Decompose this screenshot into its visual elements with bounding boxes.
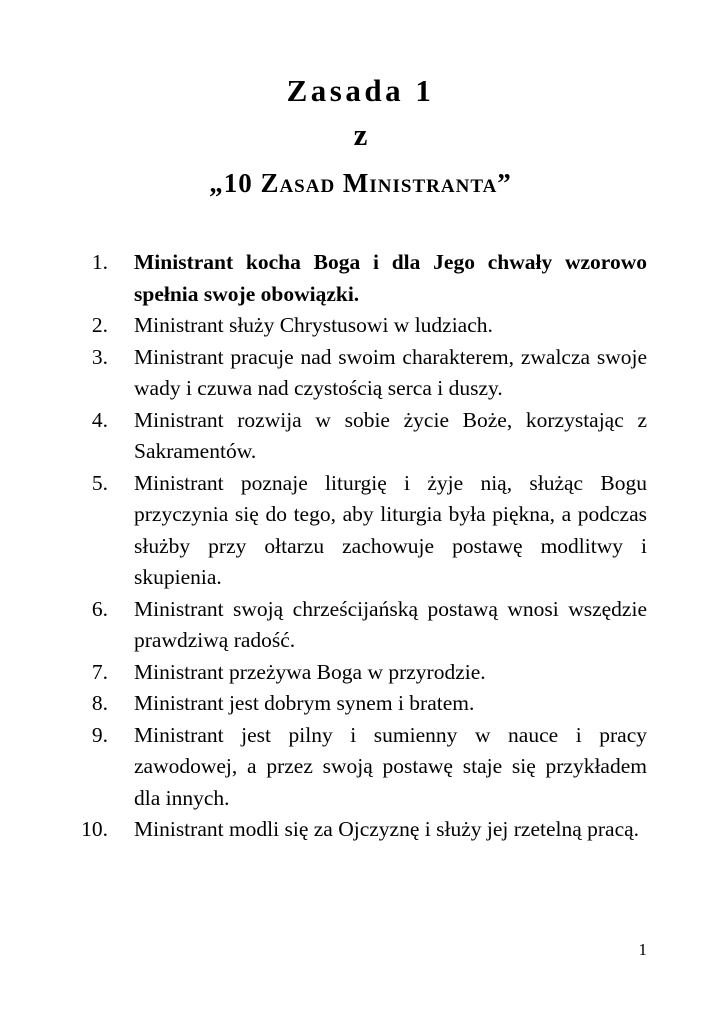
rule-number: 9. [91, 722, 108, 747]
rule-number: 8. [91, 691, 108, 715]
rule-item [0, 247, 721, 310]
title-heading: Zasada 1 [286, 73, 435, 108]
rule-item [0, 310, 721, 342]
rule-number: 1. [91, 250, 108, 274]
rule-text: Ministrant poznaje liturgię i żyje nią, służąc Bogu przyczynia się do tego, aby liturgia była piękna, a podczas służby przy ołtarzu zachowuje postawę modlitwy i skupienia. [134, 470, 647, 589]
rule-item [0, 688, 721, 720]
rule-number: 5. [91, 470, 108, 495]
rule-text: Ministrant kocha Boga i dla Jego chwały wzorowo spełnia swoje obowiązki. [134, 250, 647, 306]
rule-number: 3. [91, 344, 108, 369]
rule-text: Ministrant jest dobrym synem i bratem. [134, 691, 475, 715]
rule-number: 2. [91, 313, 108, 337]
rule-text: Ministrant pracuje nad swoim charakterem, zwalcza swoje wady i czuwa nad czystością serca i duszy. [134, 344, 647, 400]
rule-item [0, 814, 721, 846]
rule-item [0, 657, 721, 689]
rule-number: 7. [91, 659, 108, 684]
rule-item [0, 342, 721, 405]
title-subheading: „10 Zasad Ministranta” [209, 168, 512, 198]
page-number: 1 [638, 940, 647, 959]
rule-number: 4. [91, 407, 108, 432]
title-connector: z [353, 117, 368, 152]
rule-number: 6. [91, 596, 108, 621]
rule-item [0, 405, 721, 468]
rules-list [0, 247, 721, 846]
rule-item [0, 720, 721, 815]
rule-text: Ministrant przeżywa Boga w przyrodzie. [134, 659, 486, 684]
rule-text: Ministrant jest pilny i sumienny w nauce i pracy zawodowej, a przez swoją postawę staje się przykładem dla innych. [134, 722, 647, 810]
rule-item [0, 468, 721, 594]
rule-text: Ministrant swoją chrześcijańską postawą wnosi wszędzie prawdziwą radość. [134, 596, 647, 652]
rule-number: 10. [81, 817, 108, 841]
rule-text: Ministrant służy Chrystusowi w ludziach. [134, 313, 493, 337]
rule-text: Ministrant modli się za Ojczyznę i służy jej rzetelną pracą. [134, 817, 640, 841]
title-block [0, 68, 721, 206]
rule-item [0, 594, 721, 657]
rule-text: Ministrant rozwija w sobie życie Boże, korzystając z Sakramentów. [134, 407, 647, 463]
